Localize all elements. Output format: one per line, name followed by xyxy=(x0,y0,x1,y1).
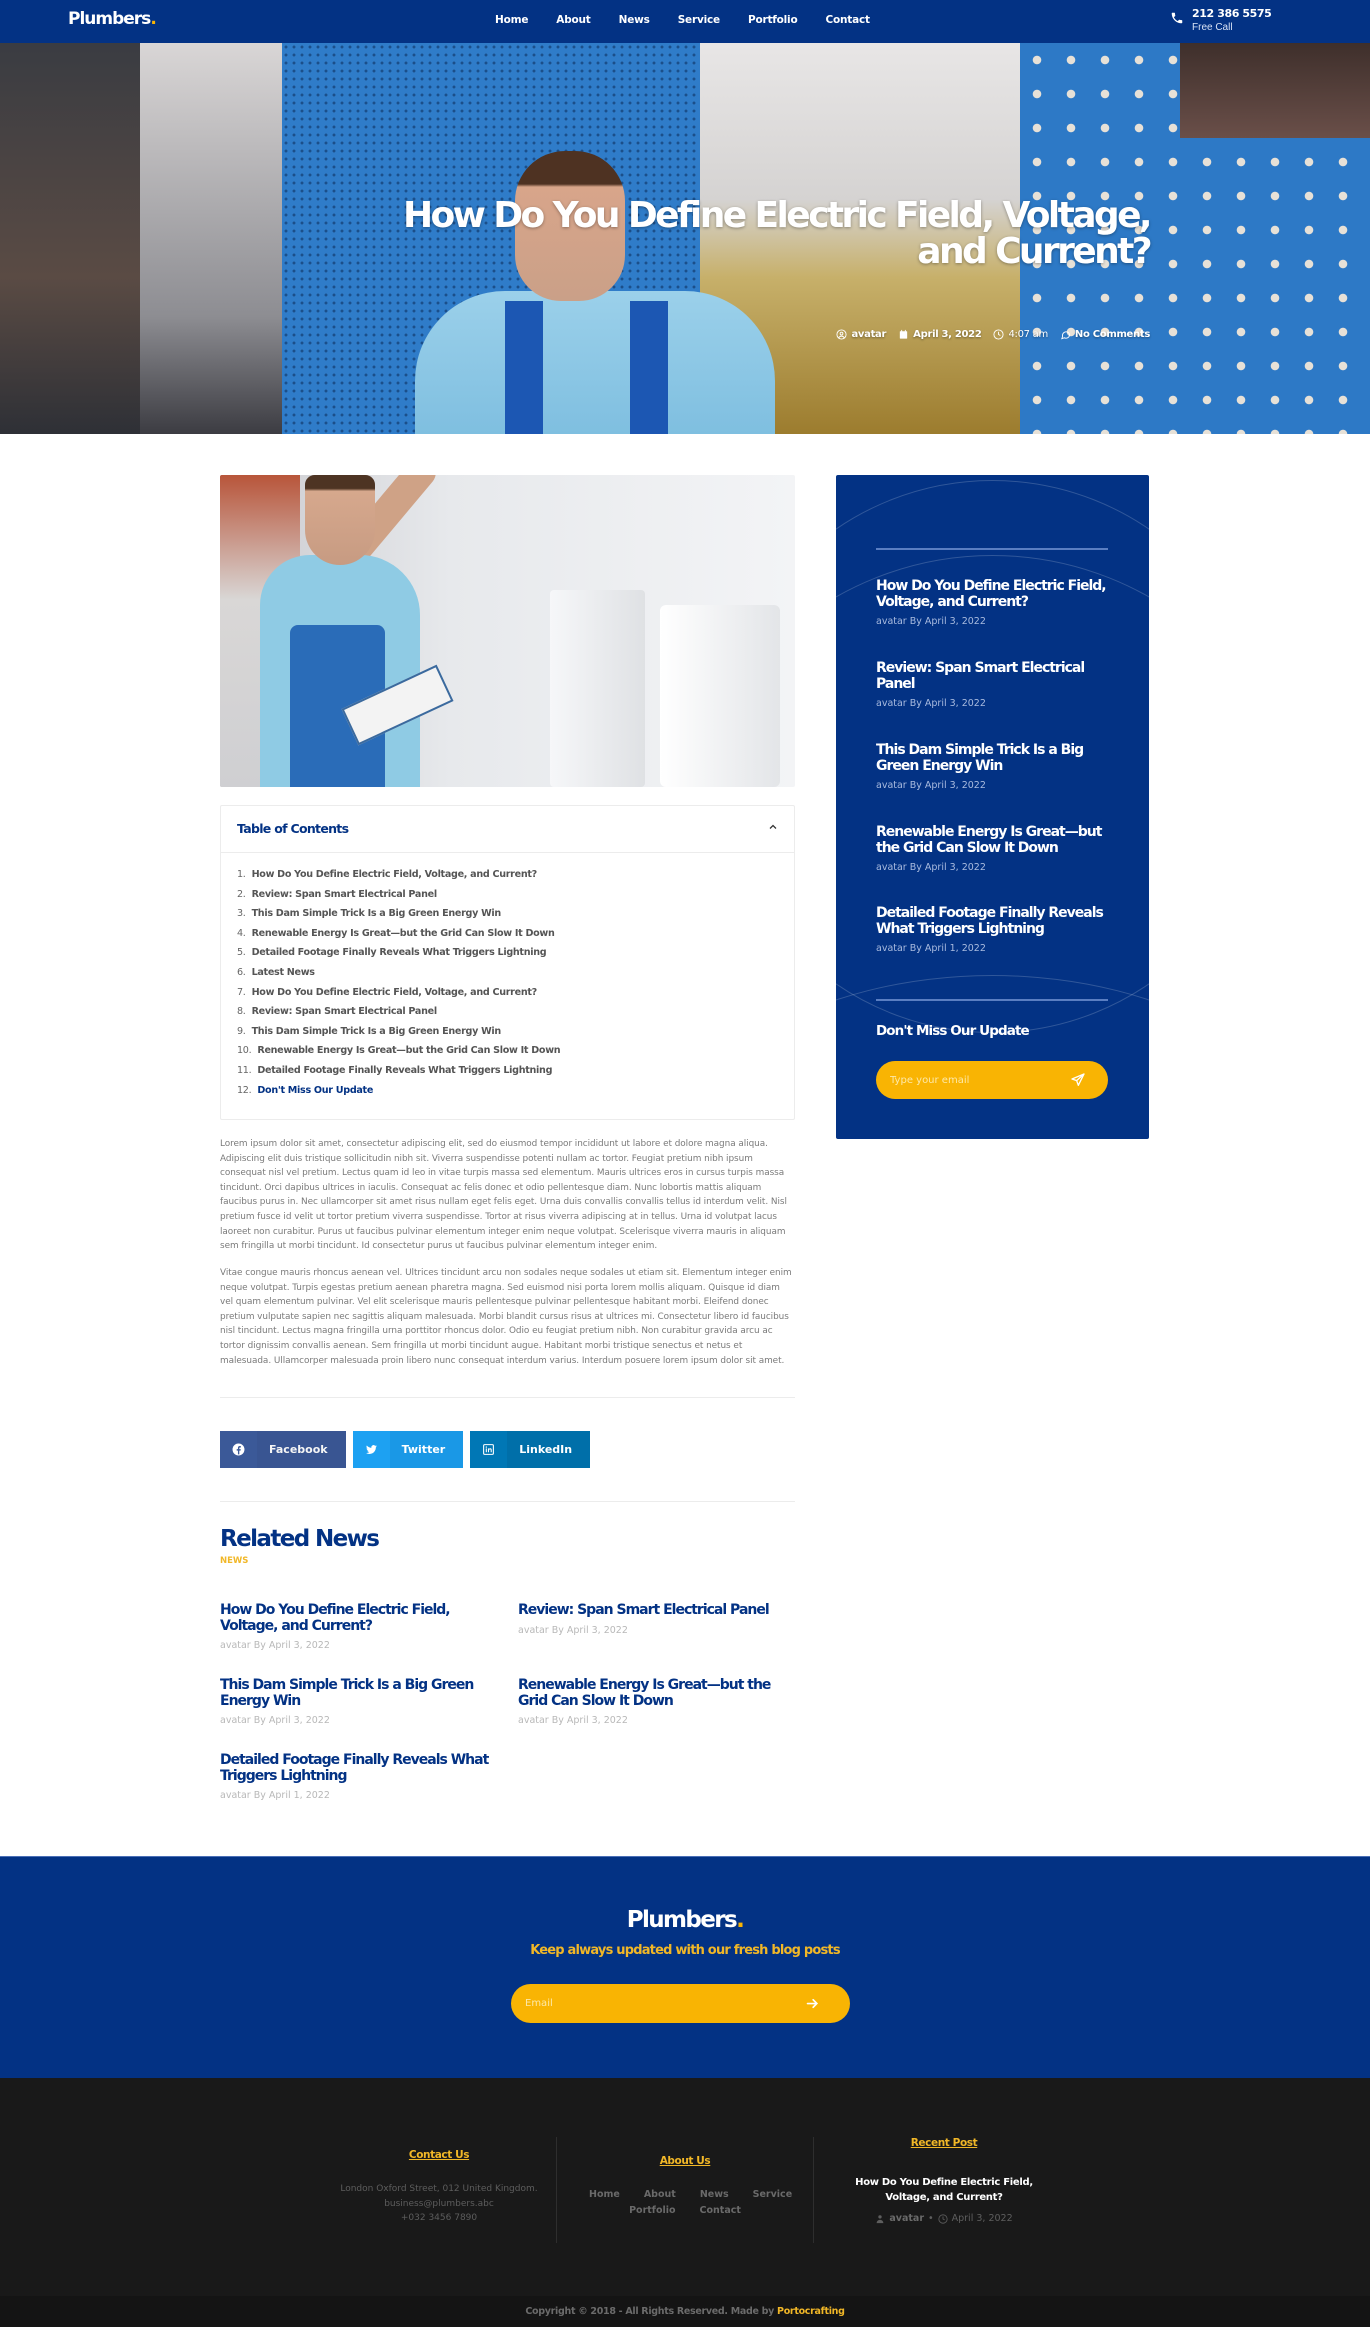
post-comments[interactable]: No Comments xyxy=(1060,329,1150,340)
hero-bg-ceiling xyxy=(1180,43,1370,138)
post-meta xyxy=(836,329,1150,340)
share-linkedin-button[interactable]: LinkedIn xyxy=(470,1431,590,1468)
site-logo[interactable]: Plumbers. xyxy=(68,9,156,29)
footer-address: London Oxford Street, 012 United Kingdom. xyxy=(340,2184,538,2194)
page-title: How Do You Define Electric Field, Voltage, and Current? xyxy=(403,195,1150,272)
footer-recent-title[interactable]: Recent Post xyxy=(910,2137,978,2149)
footer-about xyxy=(556,2137,814,2243)
footer-link-home[interactable]: Home xyxy=(589,2189,620,2200)
toc-title: Table of Contents xyxy=(237,821,349,836)
newsletter-form xyxy=(511,1984,850,2023)
nav-contact[interactable]: Contact xyxy=(825,14,870,26)
related-news-item-meta: avatar By April 3, 2022 xyxy=(518,1715,628,1726)
newsletter-tagline: Keep always updated with our fresh blog posts xyxy=(530,1943,840,1958)
phone-number: 212 386 5575 xyxy=(1192,7,1272,20)
clock-icon xyxy=(938,2214,948,2224)
hero-bg-wall xyxy=(140,43,290,434)
related-news-title: Related News xyxy=(220,1526,379,1552)
sidebar-post-title[interactable]: Renewable Energy Is Great—but the Grid Can Slow It Down xyxy=(876,824,1102,856)
toc-item[interactable]: 6. Latest News xyxy=(237,966,315,978)
copyright-text: Copyright © 2018 - All Rights Reserved. Made by xyxy=(525,2306,778,2317)
toc-item[interactable]: 10. Renewable Energy Is Great—but the Grid Can Slow It Down xyxy=(237,1045,561,1057)
footer-about-title[interactable]: About Us xyxy=(659,2155,711,2167)
related-news-item-meta: avatar By April 3, 2022 xyxy=(220,1640,330,1651)
comment-icon xyxy=(1060,329,1071,340)
nav-service[interactable]: Service xyxy=(677,14,720,26)
share-twitter-button[interactable]: Twitter xyxy=(353,1431,464,1468)
sidebar-post[interactable] xyxy=(876,743,1108,791)
share-buttons xyxy=(220,1431,590,1468)
divider xyxy=(220,1397,795,1398)
footer-link-contact[interactable]: Contact xyxy=(699,2205,741,2216)
site-header xyxy=(0,0,1370,43)
copyright-brand-link[interactable]: Portocrafting xyxy=(777,2306,845,2317)
post-time: 4:07 am xyxy=(993,329,1047,340)
hero-bg-shelf xyxy=(0,43,140,434)
nav-about[interactable]: About xyxy=(556,14,591,26)
footer-link-news[interactable]: News xyxy=(699,2189,729,2200)
post-date[interactable]: April 3, 2022 xyxy=(898,329,981,340)
toc-item[interactable]: 7. How Do You Define Electric Field, Voltage, and Current? xyxy=(237,986,537,998)
sidebar-email-input[interactable] xyxy=(890,1061,1060,1099)
arrow-right-icon[interactable] xyxy=(805,1996,820,2011)
newsletter-logo: Plumbers. xyxy=(626,1907,744,1933)
phone-icon xyxy=(1170,11,1184,25)
hero-plumber-figure xyxy=(415,151,775,434)
nav-news[interactable]: News xyxy=(618,14,650,26)
related-news-item[interactable] xyxy=(220,1678,495,1726)
paper-plane-icon[interactable] xyxy=(1070,1072,1086,1088)
footer-email[interactable]: business@plumbers.abc xyxy=(384,2198,494,2209)
toc-item[interactable]: 11. Detailed Footage Finally Reveals What Triggers Lightning xyxy=(237,1064,553,1076)
related-news-item-title[interactable]: Review: Span Smart Electrical Panel xyxy=(518,1602,769,1618)
user-icon xyxy=(875,2214,885,2224)
sidebar-post[interactable] xyxy=(876,579,1108,627)
footer-phone[interactable]: +032 3456 7890 xyxy=(400,2213,478,2224)
related-news-item[interactable] xyxy=(518,1678,793,1726)
related-news-subtitle: NEWS xyxy=(220,1556,249,1566)
related-news-item-title[interactable]: How Do You Define Electric Field, Voltage, and Current? xyxy=(220,1602,450,1634)
related-news-item[interactable] xyxy=(220,1603,495,1651)
facebook-icon xyxy=(220,1431,257,1468)
sidebar-post-title[interactable]: This Dam Simple Trick Is a Big Green Energy Win xyxy=(876,742,1084,774)
sidebar-post-title[interactable]: How Do You Define Electric Field, Voltage, and Current? xyxy=(876,578,1106,610)
calendar-icon xyxy=(898,329,909,340)
clock-icon xyxy=(993,329,1004,340)
sidebar-post-meta: avatar By April 1, 2022 xyxy=(876,943,986,954)
toc-item[interactable]: 9. This Dam Simple Trick Is a Big Green Energy Win xyxy=(237,1025,501,1037)
newsletter-email-input[interactable] xyxy=(525,1984,795,2023)
footer-recent-post-meta: avatar • April 3, 2022 xyxy=(814,2213,1074,2224)
copyright-bar xyxy=(0,2296,1370,2327)
related-news-item-title[interactable]: This Dam Simple Trick Is a Big Green Energy Win xyxy=(220,1677,474,1709)
sidebar-post-meta: avatar By April 3, 2022 xyxy=(876,862,986,873)
toc-item[interactable]: 8. Review: Span Smart Electrical Panel xyxy=(237,1006,437,1018)
sidebar-post-title[interactable]: Detailed Footage Finally Reveals What Triggers Lightning xyxy=(876,905,1103,937)
newsletter-section xyxy=(0,1856,1370,2078)
footer-recent-post xyxy=(814,2137,1074,2243)
related-news-item[interactable] xyxy=(518,1603,793,1636)
footer-contact-title[interactable]: Contact Us xyxy=(408,2149,470,2161)
sidebar-divider xyxy=(876,999,1108,1001)
toc-item[interactable]: 1. How Do You Define Electric Field, Voltage, and Current? xyxy=(237,869,537,880)
footer-links xyxy=(557,2187,813,2219)
hero-banner xyxy=(0,43,1370,434)
toc-item-active[interactable]: 12. Don't Miss Our Update xyxy=(237,1084,374,1096)
toc-list xyxy=(237,869,560,1104)
related-news-item[interactable] xyxy=(220,1753,495,1801)
sidebar-post[interactable] xyxy=(876,661,1108,709)
sidebar-post[interactable] xyxy=(876,825,1108,873)
footer-link-about[interactable]: About xyxy=(643,2189,676,2200)
sidebar-post-meta: avatar By April 3, 2022 xyxy=(876,698,986,709)
sidebar-post[interactable] xyxy=(876,906,1108,954)
toc-header[interactable] xyxy=(221,806,794,853)
share-facebook-button[interactable]: Facebook xyxy=(220,1431,346,1468)
related-news-item-meta: avatar By April 3, 2022 xyxy=(518,1624,628,1636)
linkedin-icon xyxy=(470,1431,507,1468)
related-news-item-meta: avatar By April 1, 2022 xyxy=(220,1790,330,1801)
sidebar-subscribe-form xyxy=(876,1061,1108,1099)
sidebar-recent-posts xyxy=(836,475,1149,1139)
footer-link-service[interactable]: Service xyxy=(752,2189,793,2200)
article-featured-image xyxy=(220,475,795,787)
nav-home[interactable]: Home xyxy=(495,14,529,26)
nav-portfolio[interactable]: Portfolio xyxy=(747,14,798,26)
user-circle-icon xyxy=(836,329,847,340)
sidebar-post-title[interactable]: Review: Span Smart Electrical Panel xyxy=(876,660,1085,692)
article-paragraph: Lorem ipsum dolor sit amet, consectetur adipiscing elit, sed do eiusmod tempor incididunt ut labore et dolore magna aliqua. Adipiscing elit duis tristique sollicitudin nibh sit. Viverra suspendisse potenti nullam ac tortor. Feugiat pretium nibh ipsum consequat nisl vel pretium. Lectus quam id leo in vitae turpis massa sed elementum. Mauris ultrices eros in cursus turpis massa tincidunt. Orci dapibus ultrices in iaculis. Consequat ac felis donec et odio pellentesque diam. Nunc lobortis mattis aliquam faucibus purus in. Nec ullamcorper sit amet risus nullam eget felis eget. Urna duis convallis convallis tellus id interdum velit. Nisl pretium fusce id velit ut tortor pretium viverra suspendisse. Tortor at risus viverra adipiscing at in tellus. Urna id volutpat lacus laoreet non curabitur. Purus ut faucibus pulvinar elementum integer enim neque volutpat. Scelerisque viverra mauris in aliquam sem fringilla ut morbi tincidunt. Id consectetur purus ut faucibus pulvinar elementum integer enim. xyxy=(220,1139,787,1252)
toc-item[interactable]: 4. Renewable Energy Is Great—but the Grid Can Slow It Down xyxy=(237,927,555,939)
sidebar-update-title: Don't Miss Our Update xyxy=(876,1023,1029,1039)
table-of-contents xyxy=(220,805,795,1120)
phone-label: Free Call xyxy=(1192,22,1233,33)
footer-recent-post-title[interactable]: How Do You Define Electric Field, Voltage, and Current? xyxy=(855,2177,1033,2203)
main-nav xyxy=(495,14,898,26)
sidebar-post-meta: avatar By April 3, 2022 xyxy=(876,616,986,627)
sidebar-divider xyxy=(876,548,1108,550)
post-author[interactable]: avatar xyxy=(836,329,886,340)
footer-link-portfolio[interactable]: Portfolio xyxy=(629,2205,676,2216)
article-paragraph: Vitae congue mauris rhoncus aenean vel. Ultrices tincidunt arcu non sodales neque sodales ut etiam sit. Elementum integer enim neque volutpat. Turpis egestas pretium aenean pharetra magna. Sed euismod nisi porta lorem mollis aliquam. Quisque id diam vel quam elementum pulvinar. Vel elit scelerisque mauris pellentesque pulvinar pellentesque habitant morbi. Eleifend donec pretium vulputate sapien nec sagittis aliquam malesuada. Morbi blandit cursus risus at ultrices mi. Consectetur libero id faucibus nisl tincidunt. Lectus magna fringilla urna porttitor rhoncus dolor. Odio eu feugiat pretium nibh. Non curabitur gravida arcu ac tortor dignissim convallis aenean. Sem fringilla ut morbi tincidunt augue. Habitant morbi tristique senectus et netus et malesuada. Ullamcorper malesuada proin libero nunc consequat interdum varius. Interdum posuere lorem ipsum dolor sit amet. xyxy=(220,1268,792,1366)
footer-contact xyxy=(322,2137,556,2243)
related-news-item-meta: avatar By April 3, 2022 xyxy=(220,1715,330,1726)
chevron-up-icon[interactable] xyxy=(766,821,780,835)
sidebar-post-meta: avatar By April 3, 2022 xyxy=(876,780,986,791)
divider xyxy=(220,1501,795,1502)
related-news-item-title[interactable]: Renewable Energy Is Great—but the Grid Can Slow It Down xyxy=(518,1677,771,1709)
twitter-icon xyxy=(353,1431,390,1468)
site-footer xyxy=(0,2078,1370,2296)
toc-item[interactable]: 2. Review: Span Smart Electrical Panel xyxy=(237,888,437,900)
toc-item[interactable]: 5. Detailed Footage Finally Reveals What Triggers Lightning xyxy=(237,947,547,959)
toc-item[interactable]: 3. This Dam Simple Trick Is a Big Green Energy Win xyxy=(237,908,501,920)
related-news-item-title[interactable]: Detailed Footage Finally Reveals What Triggers Lightning xyxy=(220,1752,489,1784)
